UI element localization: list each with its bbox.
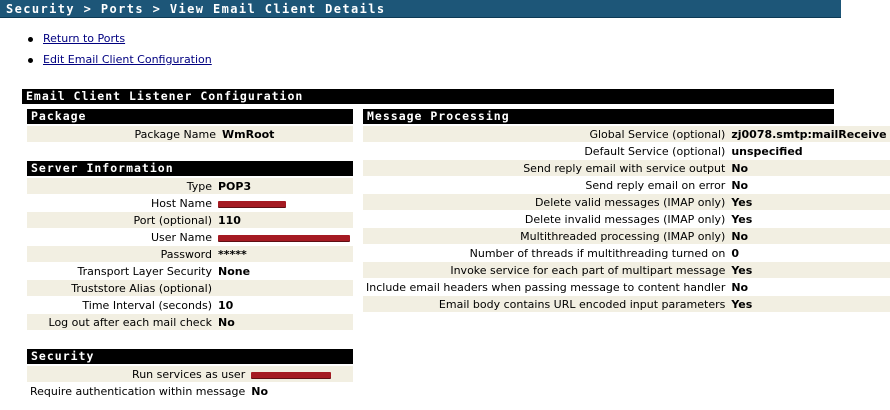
redaction-mark xyxy=(218,201,286,207)
email-headers-label: Include email headers when passing message to content handler xyxy=(363,279,728,295)
table-row xyxy=(363,126,890,142)
truststore-alias-label: Truststore Alias (optional) xyxy=(27,280,215,296)
table-row xyxy=(363,262,890,278)
thread-count-value: 0 xyxy=(728,245,889,261)
reply-output-value: No xyxy=(728,160,889,176)
action-item-return xyxy=(28,28,212,49)
time-interval-label: Time Interval (seconds) xyxy=(27,297,215,313)
reply-output-label: Send reply email with service output xyxy=(363,160,728,176)
listener-config-header: Email Client Listener Configuration xyxy=(22,89,834,104)
user-name-label: User Name xyxy=(27,229,215,245)
table-row xyxy=(27,314,353,330)
server-info-section-header: Server Information xyxy=(27,161,353,176)
logout-value: No xyxy=(215,314,353,330)
server-info-table xyxy=(27,177,353,331)
user-name-value xyxy=(215,229,353,245)
table-row xyxy=(363,177,890,193)
bullet-icon xyxy=(28,37,33,42)
reply-error-value: No xyxy=(728,177,889,193)
reply-error-label: Send reply email on error xyxy=(363,177,728,193)
multipart-label: Invoke service for each part of multipart message xyxy=(363,262,728,278)
multithreaded-value: No xyxy=(728,228,889,244)
table-row xyxy=(363,279,890,295)
return-to-ports-link[interactable]: Return to Ports xyxy=(43,31,126,45)
multipart-value: Yes xyxy=(728,262,889,278)
action-item-edit xyxy=(28,49,212,70)
url-encoded-value: Yes xyxy=(728,296,889,312)
delete-invalid-label: Delete invalid messages (IMAP only) xyxy=(363,211,728,227)
url-encoded-label: Email body contains URL encoded input parameters xyxy=(363,296,728,312)
package-name-label: Package Name xyxy=(27,126,219,142)
table-row xyxy=(27,229,353,245)
delete-valid-value: Yes xyxy=(728,194,889,210)
edit-email-client-link[interactable]: Edit Email Client Configuration xyxy=(43,52,212,66)
delete-invalid-value: Yes xyxy=(728,211,889,227)
table-row xyxy=(27,280,353,296)
table-row xyxy=(363,194,890,210)
global-service-label: Global Service (optional) xyxy=(363,126,728,142)
password-value: ***** xyxy=(215,246,353,262)
breadcrumb: Security > Ports > View Email Client Details xyxy=(0,0,841,18)
table-row xyxy=(363,211,890,227)
table-row xyxy=(27,366,353,382)
package-section-header: Package xyxy=(27,109,353,124)
require-auth-label: Require authentication within message xyxy=(27,383,248,399)
table-row xyxy=(363,228,890,244)
thread-count-label: Number of threads if multithreading turned on xyxy=(363,245,728,261)
time-interval-value: 10 xyxy=(215,297,353,313)
table-row xyxy=(27,297,353,313)
logout-label: Log out after each mail check xyxy=(27,314,215,330)
bullet-icon xyxy=(28,58,33,63)
port-label: Port (optional) xyxy=(27,212,215,228)
table-row xyxy=(363,245,890,261)
truststore-alias-value xyxy=(215,280,353,296)
host-name-label: Host Name xyxy=(27,195,215,211)
table-row xyxy=(27,246,353,262)
redaction-mark xyxy=(251,372,331,378)
password-label: Password xyxy=(27,246,215,262)
global-service-value: zj0078.smtp:mailReceive xyxy=(728,126,889,142)
table-row xyxy=(27,178,353,194)
require-auth-value: No xyxy=(248,383,353,399)
tls-value: None xyxy=(215,263,353,279)
email-headers-value: No xyxy=(728,279,889,295)
table-row xyxy=(27,126,353,142)
run-as-user-value xyxy=(248,366,353,382)
table-row xyxy=(363,160,890,176)
message-processing-table xyxy=(363,125,890,313)
security-section-header: Security xyxy=(27,349,353,364)
table-row xyxy=(27,383,353,399)
type-label: Type xyxy=(27,178,215,194)
default-service-value: unspecified xyxy=(728,143,889,159)
message-processing-section-header: Message Processing xyxy=(363,109,834,124)
tls-label: Transport Layer Security xyxy=(27,263,215,279)
multithreaded-label: Multithreaded processing (IMAP only) xyxy=(363,228,728,244)
package-table xyxy=(27,125,353,143)
table-row xyxy=(27,212,353,228)
package-name-value: WmRoot xyxy=(219,126,353,142)
table-row xyxy=(363,296,890,312)
security-table xyxy=(27,365,353,400)
table-row xyxy=(27,195,353,211)
delete-valid-label: Delete valid messages (IMAP only) xyxy=(363,194,728,210)
table-row xyxy=(363,143,890,159)
run-as-user-label: Run services as user xyxy=(27,366,248,382)
port-value: 110 xyxy=(215,212,353,228)
redaction-mark xyxy=(218,235,350,241)
action-list xyxy=(28,28,212,70)
default-service-label: Default Service (optional) xyxy=(363,143,728,159)
table-row xyxy=(27,263,353,279)
type-value: POP3 xyxy=(215,178,353,194)
host-name-value xyxy=(215,195,353,211)
